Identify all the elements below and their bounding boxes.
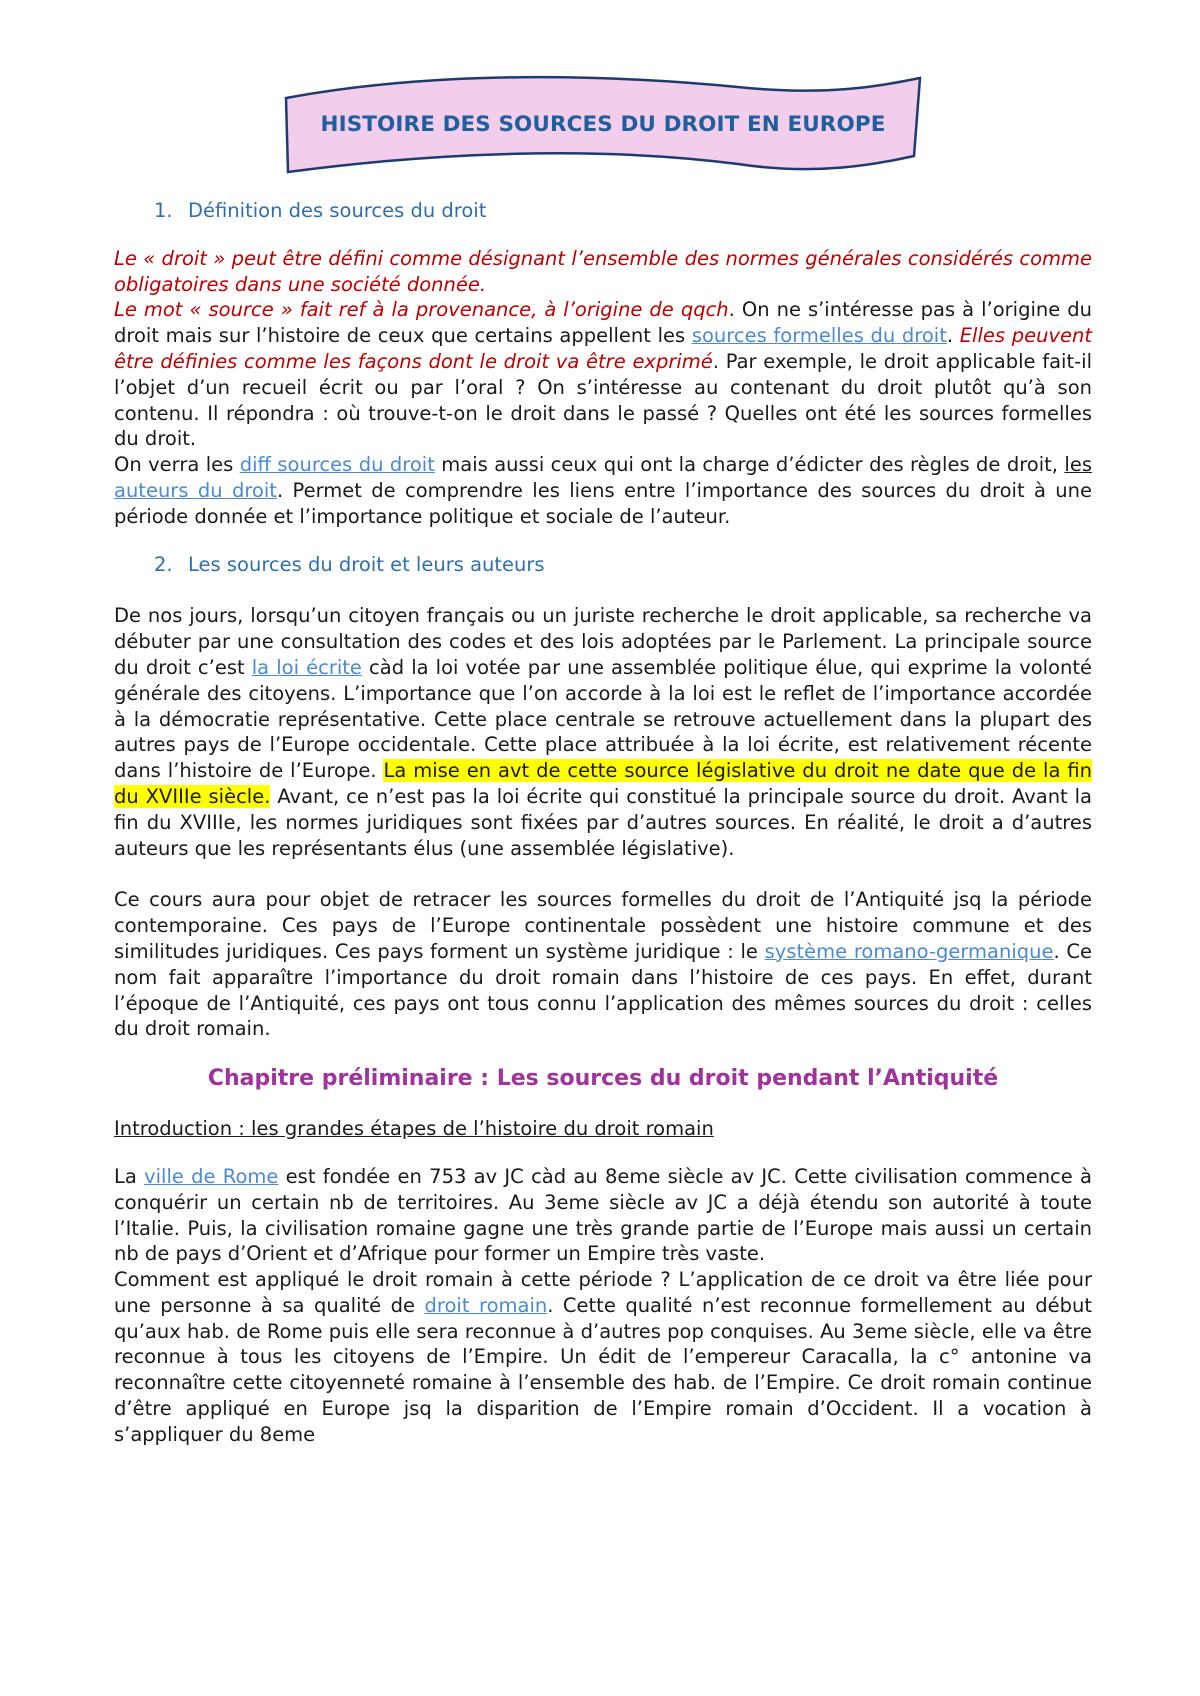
link-sources-formelles[interactable]: sources formelles du droit: [691, 324, 947, 348]
text-span: Comment est appliqué le droit romain à cette période ? L’application de ce droit va être liée pour une personne à sa qualité de: [114, 1268, 1092, 1317]
section-2-number: 2.: [154, 552, 173, 576]
document-title: HISTOIRE DES SOURCES DU DROIT EN EUROPE: [320, 112, 886, 137]
text-span: La: [114, 1164, 145, 1188]
rome-paragraph: [114, 1164, 1092, 1267]
loi-ecrite-paragraph: [114, 603, 1092, 861]
droit-romain-paragraph: [114, 1267, 1092, 1448]
link-diff-sources[interactable]: diff sources du droit: [239, 453, 435, 477]
definition-paragraph: [114, 246, 1092, 298]
definition-red-text: Le « droit » peut être défini comme désignant l’ensemble des normes générales considérés comme obligatoires dans une société donnée.: [114, 246, 1092, 296]
chapter-title: Chapitre préliminaire : Les sources du droit pendant l’Antiquité: [207, 1066, 999, 1092]
auteurs-paragraph: [114, 452, 1092, 529]
introduction-heading: Introduction : les grandes étapes de l’histoire du droit romain: [114, 1117, 714, 1141]
text-span: càd la loi votée par une assemblée politique élue, qui exprime la volonté générale des citoyens. L’importance que l’on accorde à la loi est le reflet de l’importance accordée à la démocratie représentative. Cette place centrale se retrouve actuellement dans la plupart des autres pays de l’Europe occidentale. Cette place attribuée à la loi écrite, est relativement récente dans l’histoire de l’Europe.: [114, 655, 1093, 783]
link-ville-de-rome[interactable]: ville de Rome: [144, 1164, 279, 1188]
formal-sources-red-text: Elles peuvent être définies comme les façons dont le droit va être exprimé: [114, 324, 1092, 373]
document-body: [114, 198, 1092, 1448]
section-1-heading: [114, 198, 1092, 224]
text-span: . Cette qualité n’est reconnue formellement au début qu’aux hab. de Rome puis elle sera reconnue à d’autres pop conquises. Au 3eme siècle, elle va être reconnue à tous les citoyens de l’Empire. Un édit de l’empereur Caracalla, la c° antonine va reconnaître cette citoyenneté romaine à l’ensemble des hab. de l’Empire. Ce droit romain continue d’être appliqué en Europe jsq la disparition de l’Empire romain d’Occident. Il a vocation à s’appliquer du 8eme: [114, 1293, 1093, 1446]
section-1-number: 1.: [154, 199, 173, 222]
source-paragraph: [114, 297, 1092, 452]
link-systeme-romano-germanique[interactable]: système romano-germanique: [764, 939, 1054, 963]
underlined-les: les: [1064, 453, 1092, 477]
highlighted-text: La mise en avt de cette source législative du droit ne date que de la fin du XVIIIe siècle.: [114, 759, 1092, 808]
text-span: mais aussi ceux qui ont la charge d’édicter des règles de droit,: [434, 453, 1065, 477]
source-red-text: Le mot « source » fait ref à la provenance, à l’origine de qqch: [114, 298, 729, 322]
section-2-heading: [114, 552, 1092, 578]
romano-germanique-paragraph: [114, 887, 1092, 1042]
section-1-title: Définition des sources du droit: [188, 199, 487, 222]
text-span: . Ce nom fait apparaître l’importance du droit romain dans l’histoire de ces pays. En effet, durant l’époque de l’Antiquité, ces pays ont tous connu l’application des mêmes sources du droit : celles du droit romain.: [114, 939, 1093, 1041]
text-span: .: [946, 324, 960, 348]
text-span: . Par exemple, le droit applicable fait-il l’objet d’un recueil écrit ou par l’oral ? On s’intéresse au contenant du droit plutôt qu’à son contenu. Il répondra : où trouve-t-on le droit dans le passé ? Quelles ont été les sources formelles du droit.: [114, 349, 1092, 451]
text-span: est fondée en 753 av JC càd au 8eme siècle av JC. Cette civilisation commence à conquérir un certain nb de territoires. Au 3eme siècle av JC a déjà étendu son autorité à toute l’Italie. Puis, la civilisation romaine gagne une très grande partie de l’Europe mais aussi un certain nb de pays d’Orient et d’Afrique pour former un Empire très vaste.: [114, 1164, 1092, 1266]
link-droit-romain[interactable]: droit romain: [424, 1293, 548, 1317]
text-span: On verra les: [114, 453, 240, 477]
text-span: . On ne s’intéresse pas à l’origine du droit mais sur l’histoire de ceux que certains appellent les: [114, 298, 1092, 348]
text-span: Avant, ce n’est pas la loi écrite qui constitué la principale source du droit. Avant la fin du XVIIIe, les normes juridiques sont fixées par d’autres sources. En réalité, le droit a d’autres auteurs que les représentants élus (une assemblée législative).: [114, 784, 1092, 860]
text-span: Ce cours aura pour objet de retracer les sources formelles du droit de l’Antiquité jsq la période contemporaine. Ces pays de l’Europe continentale possèdent une histoire commune et des similitudes juridiques. Ces pays forment un système juridique : le: [114, 888, 1092, 963]
text-span: De nos jours, lorsqu’un citoyen français ou un juriste recherche le droit applicable, sa recherche va débuter par une consultation des codes et des lois adoptées par le Parlement. La principale source du droit c’est: [114, 604, 1092, 679]
section-2-title: Les sources du droit et leurs auteurs: [188, 552, 545, 576]
text-span: . Permet de comprendre les liens entre l’importance des sources du droit à une période donnée et l’importance politique et sociale de l’auteur.: [114, 478, 1092, 528]
link-loi-ecrite[interactable]: la loi écrite: [251, 655, 362, 679]
link-auteurs-du-droit[interactable]: auteurs du droit: [114, 478, 277, 502]
